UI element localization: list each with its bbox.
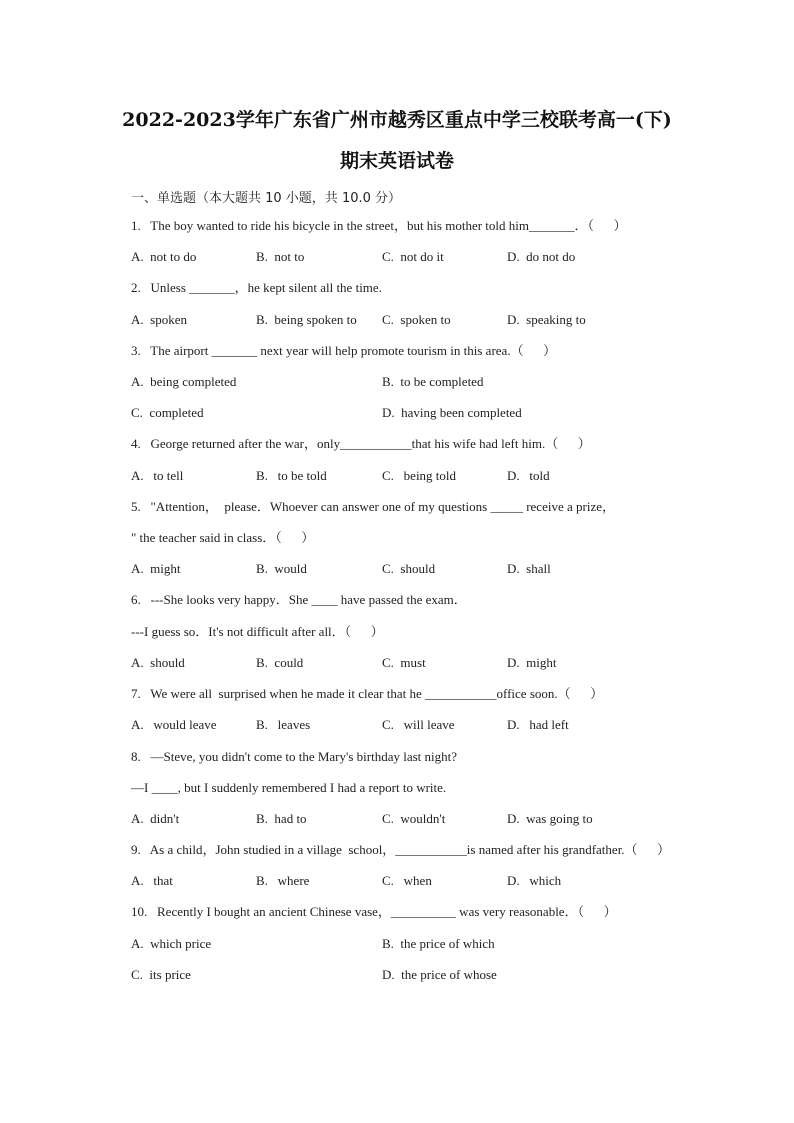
option-a[interactable]: A. might	[131, 561, 181, 576]
option-c[interactable]: C. spoken to	[382, 312, 451, 327]
question-stem: 9. As a child，John studied in a village school，___________is named after his grandfather.（ ）	[131, 842, 671, 857]
option-b[interactable]: B. leaves	[256, 717, 311, 732]
option-d[interactable]: D. was going to	[507, 811, 593, 826]
option-b[interactable]: B. could	[256, 655, 304, 670]
option-c[interactable]: C. completed	[131, 405, 204, 420]
option-a[interactable]: A. should	[131, 655, 185, 670]
question-stem-continued: " the teacher said in class．（ ）	[131, 530, 315, 545]
option-a[interactable]: A. being completed	[131, 374, 237, 389]
option-b[interactable]: B. not to	[256, 249, 305, 264]
option-c[interactable]: C. its price	[131, 967, 191, 982]
option-a[interactable]: A. not to do	[131, 249, 197, 264]
option-d[interactable]: D. told	[507, 468, 550, 483]
section-heading: 一、单选题（本大题共 10 小题，共 10.0 分）	[131, 191, 402, 206]
option-d[interactable]: D. shall	[507, 561, 551, 576]
option-c[interactable]: C. must	[382, 655, 426, 670]
question-stem: 8. —Steve, you didn't come to the Mary's birthday last night?	[131, 749, 458, 764]
option-a[interactable]: A. that	[131, 873, 173, 888]
page-subtitle: 期末英语试卷	[339, 150, 454, 172]
option-d[interactable]: D. speaking to	[507, 312, 586, 327]
option-c[interactable]: C. when	[382, 873, 432, 888]
option-a[interactable]: A. would leave	[131, 717, 217, 732]
option-b[interactable]: B. where	[256, 873, 310, 888]
question-stem: 5. "Attention， please．Whoever can answer one of my questions _____ receive a prize，	[131, 499, 615, 514]
option-b[interactable]: B. being spoken to	[256, 312, 357, 327]
option-d[interactable]: D. having been completed	[382, 405, 522, 420]
question-stem: 4. George returned after the war，only___________that his wife had left him.（ ）	[131, 436, 591, 451]
question-stem-continued: ---I guess so．It's not difficult after all．（ ）	[131, 624, 384, 639]
option-a[interactable]: A. which price	[131, 936, 212, 951]
option-d[interactable]: D. had left	[507, 717, 569, 732]
option-d[interactable]: D. which	[507, 873, 562, 888]
option-c[interactable]: C. not do it	[382, 249, 444, 264]
option-c[interactable]: C. should	[382, 561, 436, 576]
option-d[interactable]: D. might	[507, 655, 557, 670]
option-b[interactable]: B. would	[256, 561, 307, 576]
question-stem: 1. The boy wanted to ride his bicycle in the street，but his mother told him_______．（ ）	[131, 218, 627, 233]
option-b[interactable]: B. to be told	[256, 468, 327, 483]
option-c[interactable]: C. being told	[382, 468, 457, 483]
option-d[interactable]: D. the price of whose	[382, 967, 497, 982]
option-c[interactable]: C. wouldn't	[382, 811, 446, 826]
option-a[interactable]: A. spoken	[131, 312, 187, 327]
option-b[interactable]: B. had to	[256, 811, 307, 826]
option-c[interactable]: C. will leave	[382, 717, 455, 732]
option-a[interactable]: A. to tell	[131, 468, 184, 483]
question-stem: 6. ---She looks very happy．She ____ have passed the exam．	[131, 592, 467, 607]
page-title: 2022-2023学年广东省广州市越秀区重点中学三校联考高一(下)	[122, 109, 672, 131]
option-d[interactable]: D. do not do	[507, 249, 576, 264]
option-b[interactable]: B. the price of which	[382, 936, 495, 951]
question-stem: 2. Unless _______，he kept silent all the time.	[131, 280, 382, 295]
question-stem-continued: —I ____, but I suddenly remembered I had a report to write.	[131, 780, 447, 795]
question-stem: 10. Recently I bought an ancient Chinese vase，__________ was very reasonable．（ ）	[131, 904, 617, 919]
option-a[interactable]: A. didn't	[131, 811, 180, 826]
question-stem: 3. The airport _______ next year will help promote tourism in this area.（ ）	[131, 343, 557, 358]
question-stem: 7. We were all surprised when he made it clear that he ___________office soon.（ ）	[131, 686, 604, 701]
option-b[interactable]: B. to be completed	[382, 374, 484, 389]
